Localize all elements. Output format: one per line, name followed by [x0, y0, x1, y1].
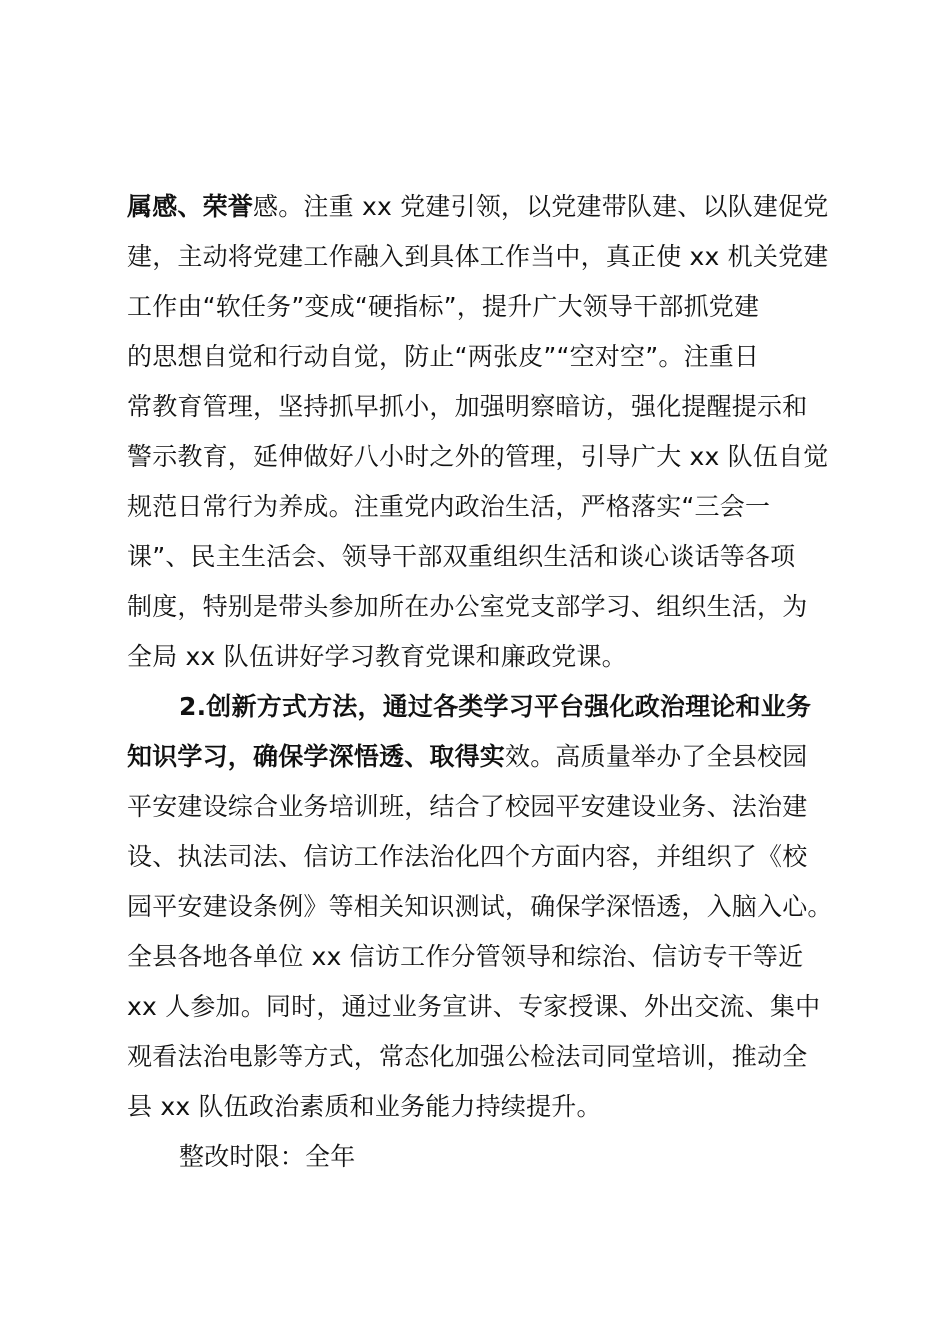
- paragraph-1-line: 全局 xx 队伍讲好学习教育党课和廉政党课。: [127, 642, 627, 671]
- paragraph-1-line: 建，主动将党建工作融入到具体工作当中，真正使 xx 机关党建: [127, 242, 829, 271]
- paragraph-1-line: 常教育管理，坚持抓早抓小，加强明察暗访，强化提醒提示和: [127, 392, 808, 421]
- paragraph-2-line: 观看法治电影等方式，常态化加强公检法司同堂培训，推动全: [127, 1042, 808, 1071]
- paragraph-2-line: 平安建设综合业务培训班，结合了校园平安建设业务、法治建: [127, 792, 808, 821]
- text-run: 感。注重 xx 党建引领，以党建带队建、以队建促党: [253, 192, 829, 221]
- paragraph-2-line: 全县各地各单位 xx 信访工作分管领导和综治、信访专干等近: [127, 942, 804, 971]
- paragraph-2-heading: 2.创新方式方法，通过各类学习平台强化政治理论和业务: [179, 692, 812, 721]
- paragraph-1-line: 课”、民主生活会、领导干部双重组织生活和谈心谈话等各项: [127, 542, 796, 571]
- paragraph-1-line: 规范日常行为养成。注重党内政治生活，严格落实“三会一: [127, 492, 771, 521]
- paragraph-1-line: 工作由“软任务”变成“硬指标”，提升广大领导干部抓党建: [127, 292, 760, 321]
- paragraph-1-line: 警示教育，延伸做好八小时之外的管理，引导广大 xx 队伍自觉: [127, 442, 829, 471]
- text-run: 效。高质量举办了全县校园: [505, 742, 808, 771]
- paragraph-2-line: xx 人参加。同时，通过业务宣讲、专家授课、外出交流、集中: [127, 992, 821, 1021]
- paragraph-1-line: 制度，特别是带头参加所在办公室党支部学习、组织生活，为: [127, 592, 808, 621]
- bold-phrase: 属感、荣誉: [127, 192, 254, 221]
- paragraph-1-line: 的思想自觉和行动自觉，防止“两张皮”“空对空”。注重日: [127, 342, 760, 371]
- paragraph-2-line: 县 xx 队伍政治素质和业务能力持续提升。: [127, 1092, 602, 1121]
- paragraph-2-line: 园平安建设条例》等相关知识测试，确保学深悟透，入脑入心。: [127, 892, 833, 921]
- deadline-line: 整改时限：全年: [179, 1142, 356, 1171]
- paragraph-1-line-1: [127, 182, 832, 232]
- bold-phrase: 知识学习，确保学深悟透、取得实: [127, 742, 506, 771]
- paragraph-2-line: 设、执法司法、信访工作法治化四个方面内容，并组织了《校: [127, 842, 808, 871]
- document-body: [127, 182, 832, 1182]
- paragraph-2-line-2: [127, 732, 832, 782]
